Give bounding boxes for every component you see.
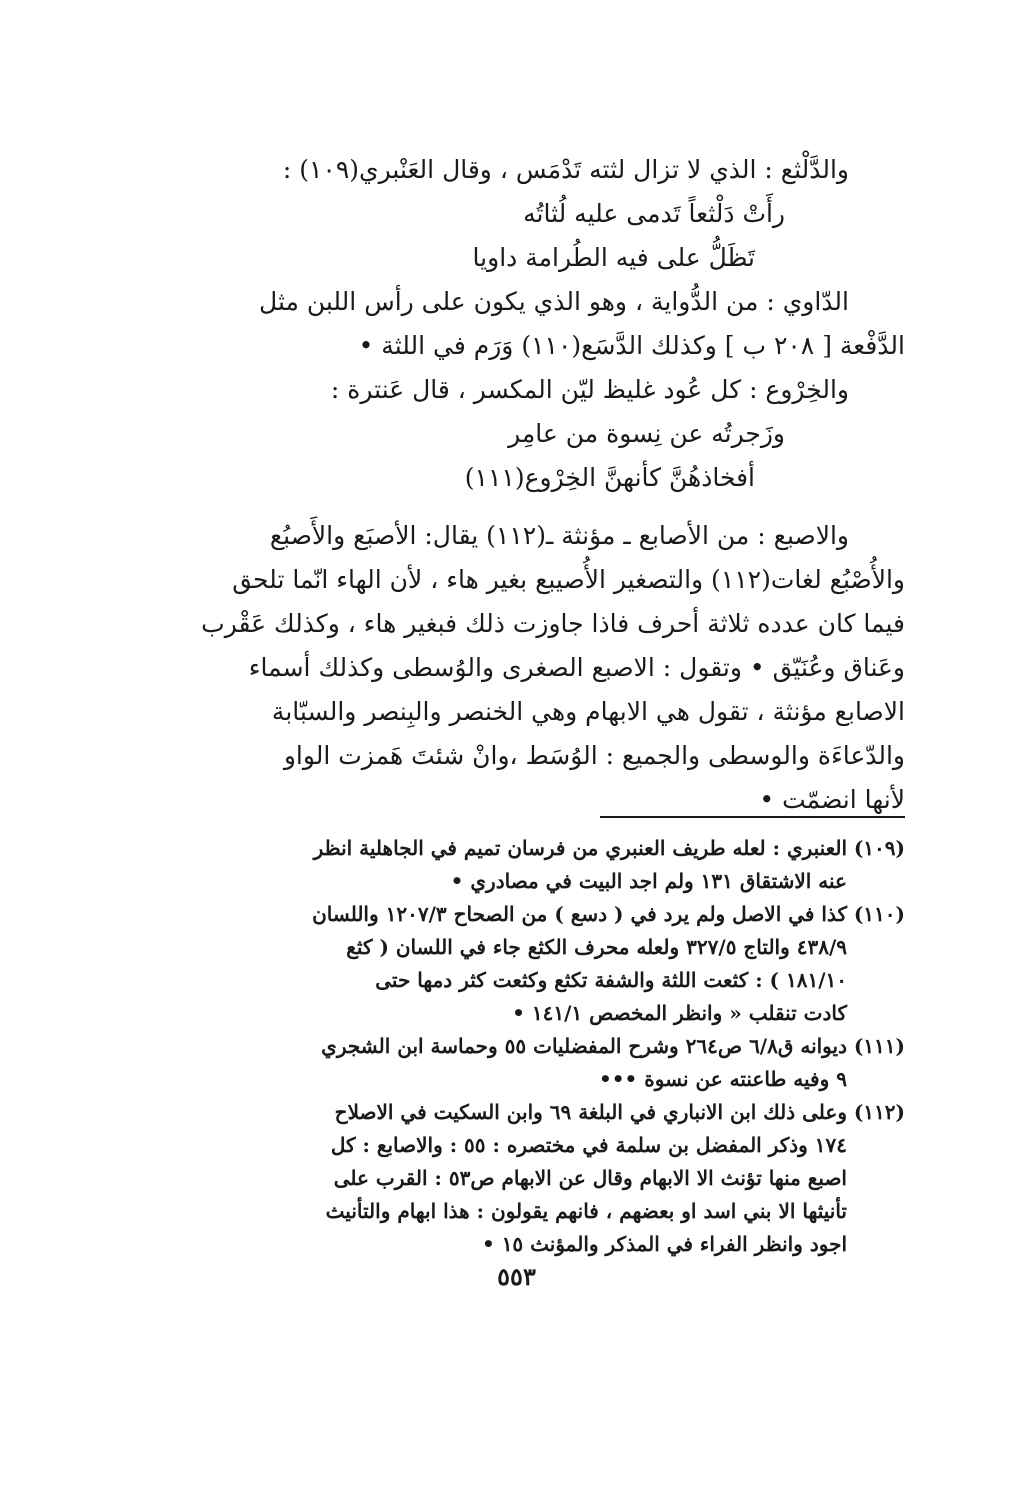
footnote-109 — [165, 832, 905, 898]
footnote-line: كادت تنقلب « وانظر المخصص ١٤١/١ • — [512, 1001, 847, 1025]
text-line: والدَّلْثع : الذي لا تزال لثته تَدْمَس ، وقال العَنْبري(١٠٩) : — [282, 155, 849, 184]
footnote-number: (١١١) — [853, 1034, 905, 1058]
footnote-number: (١١٠) — [853, 902, 905, 926]
footnote-line: العنبري : لعله طريف العنبري من فرسان تميم في الجاهلية انظر — [313, 836, 847, 860]
footnote-line: كذا في الاصل ولم يرد في ( دسع ) من الصحاح ١٢٠٧/٣ واللسان — [312, 902, 847, 926]
footnote-112 — [165, 1096, 905, 1261]
footnote-line: عنه الاشتقاق ١٣١ ولم اجد البيت في مصادري • — [450, 869, 847, 893]
footnote-number: (١١٢) — [853, 1100, 905, 1124]
text-line: والاصبع : من الأصابع ـ مؤنثة ـ(١١٢) يقال: الأصبَع والأَصبُع — [269, 521, 849, 550]
text-line: والخِرْوع : كل عُود غليظ ليّن المكسر ، قال عَنترة : — [330, 375, 849, 404]
footnote-line: ٤٣٨/٩ والتاج ٣٢٧/٥ ولعله محرف الكثع جاء في اللسان ( كثع — [346, 935, 847, 959]
footnote-text — [165, 1096, 847, 1261]
footnote-line: ١٨١/١٠ ) : كثعت اللثة والشفة تكثع وكثعت كثر دمها حتى — [375, 968, 847, 992]
text-line: وعَناق وعُنَيّق • وتقول : الاصبع الصغرى والوُسطى وكذلك أسماء — [248, 653, 905, 682]
verse-line: وزَجرتُه عن نِسوة من عامِر — [508, 419, 785, 448]
footnote-line: ١٧٤ وذكر المفضل بن سلمة في مختصره : ٥٥ : والاصابع : كل — [330, 1133, 847, 1157]
footnote-number: (١٠٩) — [853, 836, 905, 860]
verse-line: أفخاذهُنَّ كأنهنَّ الخِرْوع(١١١) — [464, 463, 755, 492]
footnote-line: اجود وانظر الفراء في المذكر والمؤنث ١٥ • — [481, 1232, 847, 1256]
footnote-line: وعلى ذلك ابن الانباري في البلغة ٦٩ وابن السكيت في الاصلاح — [334, 1100, 847, 1124]
text-line: فيما كان عدده ثلاثة أحرف فاذا جاوزت ذلك فبغير هاء ، وكذلك عَقْرب — [201, 609, 905, 638]
footnote-111 — [165, 1030, 905, 1096]
verse-line: رأَتْ دَلْثعاً تَدمى عليه لُثاتُه — [523, 199, 785, 228]
text-line: لأنها انضمّت • — [759, 785, 905, 814]
text-line: والدّعاءَة والوسطى والجميع : الوُسَط ،وانْ شئتَ هَمزت الواو — [283, 741, 905, 770]
footnote-separator — [600, 816, 905, 818]
text-line: الاصابع مؤنثة ، تقول هي الابهام وهي الخنصر والبِنصر والسبّابة — [271, 697, 905, 726]
main-text — [165, 148, 905, 822]
footnote-line: ٩ وفيه طاعنته عن نسوة ••• — [598, 1067, 847, 1091]
footnote-line: اصبع منها تؤنث الا الابهام وقال عن الابهام ص٥٣ : القرب على — [333, 1166, 847, 1190]
footnote-text — [165, 898, 847, 1030]
page-number: ٥٥٣ — [497, 1262, 536, 1291]
footnote-line: ديوانه ق٦/٨ ص٢٦٤ وشرح المفضليات ٥٥ وحماسة ابن الشجري — [321, 1034, 847, 1058]
footnote-text — [165, 1030, 847, 1096]
verse-line: تَظَلُّ على فيه الطُرامة داويا — [472, 243, 755, 272]
footnote-text — [165, 832, 847, 898]
text-line: الدّاوي : من الدُّواية ، وهو الذي يكون على رأس اللبن مثل — [259, 287, 849, 316]
footnote-line: تأنيثها الا بني اسد او بعضهم ، فانهم يقولون : هذا ابهام والتأنيث — [325, 1199, 847, 1223]
footnote-110 — [165, 898, 905, 1030]
footnotes — [165, 832, 905, 1261]
text-line: الدَّفْعة [ ٢٠٨ ب ] وكذلك الدَّسَع(١١٠) وَرَم في اللثة • — [358, 331, 905, 360]
text-line: والأُصْبُع لغات(١١٢) والتصغير الأُصيبع بغير هاء ، لأن الهاء انّما تلحق — [232, 565, 905, 594]
